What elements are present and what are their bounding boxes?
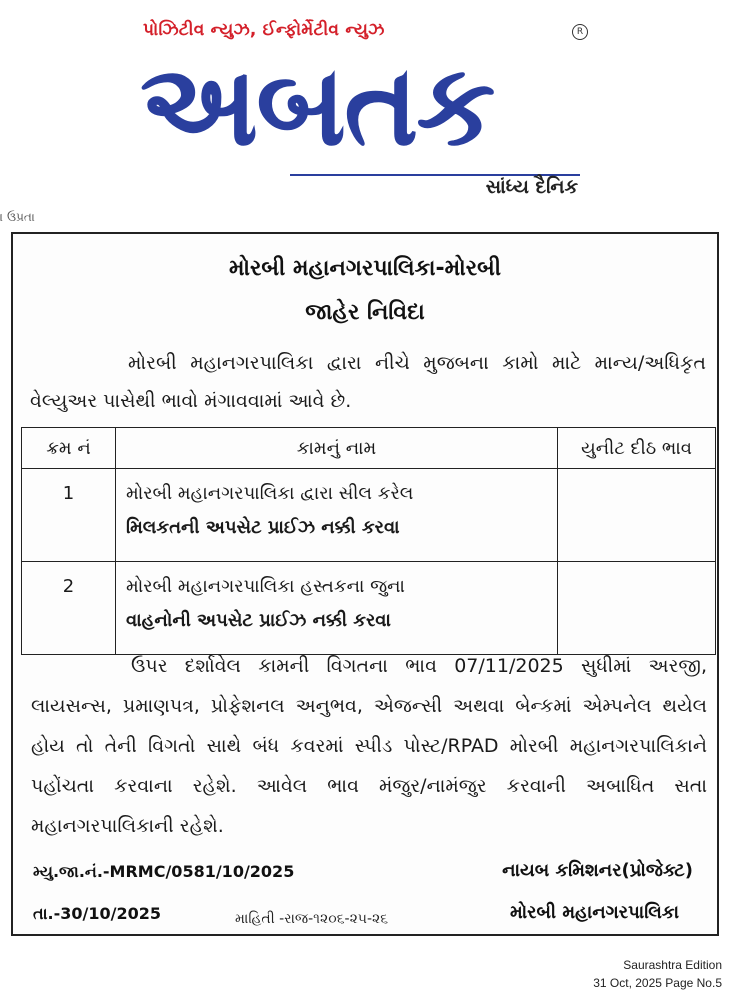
date-page: 31 Oct, 2025 Page No.5 bbox=[593, 976, 722, 990]
masthead bbox=[140, 14, 590, 204]
unit-rate-cell bbox=[558, 562, 716, 655]
serial-no-cell: 2 bbox=[22, 562, 116, 655]
notice-intro-text: મોરબી મહાનગરપાલિકા દ્વારા નીચે મુજબના કામો માટે માન્ય/અધિકૃત વેલ્યુઅર પાસેથી ભાવો મંગાવવામાં આવે છે. bbox=[30, 352, 706, 412]
page-footer bbox=[593, 956, 722, 992]
unit-rate-cell bbox=[558, 469, 716, 562]
notice-subtitle: જાહેર નિવિદા bbox=[305, 300, 425, 325]
notice-date: તા.-30/10/2025 bbox=[33, 904, 161, 923]
signatory-designation: નાયબ કમિશનર(પ્રોજેક્ટ) bbox=[502, 860, 693, 881]
notice-title: મોરબી મહાનગરપાલિકા-મોરબી bbox=[228, 256, 502, 281]
newspaper-logo: અબતક bbox=[140, 44, 494, 168]
table-row bbox=[22, 562, 716, 655]
reference-number: મ્યુ.જા.નં.-MRMC/0581/10/2025 bbox=[33, 862, 295, 881]
tender-notice bbox=[11, 232, 719, 936]
header-unit-rate: યુનીટ દીઠ ભાવ bbox=[558, 428, 716, 469]
tagline: પોઝિટીવ ન્યુઝ, ઈન્ફોર્મેટીવ ન્યુઝ bbox=[143, 20, 385, 40]
issuing-office: મોરબી મહાનગરપાલિકા bbox=[509, 902, 679, 923]
work-name-line-1: મોરબી મહાનગરપાલિકા હસ્તકના જુના bbox=[126, 576, 405, 597]
header-serial-no: ક્રમ નં bbox=[22, 428, 116, 469]
info-code: માહિતી -રાજ-૧૨૦૬-૨૫-૨૬ bbox=[235, 911, 389, 927]
work-name-cell bbox=[116, 469, 558, 562]
serial-no-cell: 1 bbox=[22, 469, 116, 562]
work-name-cell bbox=[116, 562, 558, 655]
clipped-edge-text: । ઉપ્રતા bbox=[0, 210, 35, 224]
table-header-row bbox=[22, 428, 716, 469]
work-name-line-2: મિલકતની અપસેટ પ્રાઈઝ નક્કી કરવા bbox=[126, 517, 400, 538]
notice-body-text: ઉપર દર્શાવેલ કામની વિગતના ભાવ 07/11/2025 સુધીમાં અરજી, લાયસન્સ, પ્રમાણપત્ર, પ્રોફેશનલ અનુભવ, એજન્સી અથવા બેન્કમાં એમ્પનેલ થયેલ હોય તો તેની વિગતો સાથે બંધ કવરમાં સ્પીડ પોસ્ટ/RPAD મોરબી મહાનગરપાલિકાને પહોંચતા કરવાના રહેશે. આવેલ ભાવ મંજુર/નામંજુર કરવાની અબાધિત સતા મહાનગરપાલિકાની રહેશે. bbox=[31, 655, 707, 837]
works-table bbox=[21, 427, 716, 655]
work-name-line-2: વાહનોની અપસેટ પ્રાઈઝ નક્કી કરવા bbox=[126, 610, 391, 631]
notice-body bbox=[31, 646, 707, 846]
edition-name: Saurashtra Edition bbox=[623, 958, 722, 972]
header-work-name: કામનું નામ bbox=[116, 428, 558, 469]
edition-label: સાંધ્ય દૈનિક bbox=[485, 176, 578, 198]
notice-intro bbox=[30, 344, 706, 420]
table-row bbox=[22, 469, 716, 562]
work-name-line-1: મોરબી મહાનગરપાલિકા દ્વારા સીલ કરેલ bbox=[126, 483, 414, 504]
registered-mark-icon: R bbox=[572, 24, 588, 40]
